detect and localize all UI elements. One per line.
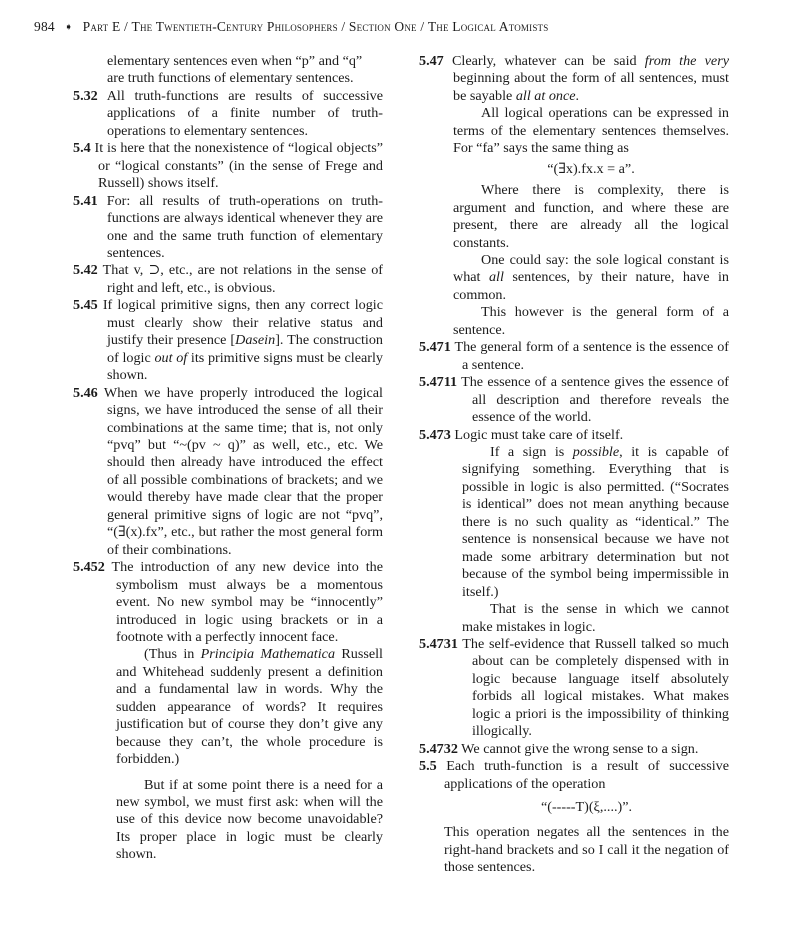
proposition-text: All truth-functions are results of successive applications of a finite number of truth-operations to elementary sentences. (106, 87, 383, 139)
proposition-text: The general form of a sentence is the essence of a sentence. (454, 339, 729, 373)
paragraph-text: This operation negates all the sentences in the right-hand brackets and so I call it the negation of those sentences. (444, 824, 729, 876)
proposition-text: Each truth-function is a result of successive applications of the operation (444, 758, 729, 792)
proposition-number: 5.4711 (419, 374, 458, 391)
italic-term: out of (154, 349, 188, 366)
proposition-text: If logical primitive signs, then any correct logic must clearly show their relative status and justify their presence [Dasein]. The construction of logic out of its primitive signs must be clearly shown. (102, 297, 383, 384)
header-separator: / (123, 19, 128, 34)
proposition-text: That v, ⊃, etc., are not relations in the sense of right and left, etc., is obvious. (102, 262, 383, 296)
proposition-5-473 (419, 427, 729, 444)
header-separator: / (420, 19, 425, 34)
proposition-text: For: all results of truth-operations on truth-functions are always identical whenever they are one and the same truth function of elementary sentences. (106, 192, 383, 261)
running-header (34, 17, 764, 39)
arrow-icon: ➧ (64, 22, 74, 33)
header-part: Part E (82, 19, 121, 34)
proposition-text: It is here that the nonexistence of “logical objects” or “logical constants” (in the sense of Frege and Russell) shows itself. (94, 140, 383, 192)
proposition-5-4732 (419, 741, 729, 758)
proposition-number: 5.473 (419, 426, 451, 443)
proposition-5-45 (73, 297, 383, 384)
proposition-text: Logic must take care of itself. (454, 426, 624, 443)
proposition-5-5 (419, 758, 729, 793)
proposition-5-452 (73, 559, 383, 646)
page-number: 984 (34, 19, 55, 34)
proposition-5-41 (73, 193, 383, 263)
proposition-text: We cannot give the wrong sense to a sign. (461, 740, 699, 757)
header-separator: / (341, 19, 346, 34)
proposition-number: 5.45 (73, 297, 98, 314)
paragraph-text: All logical operations can be expressed in terms of the elementary sentences themselves. For “fa” says the same thing as (453, 105, 729, 157)
header-chapter: The Logical Atomists (427, 19, 549, 34)
proposition-number: 5.4732 (419, 740, 458, 757)
paragraph-text: But if at some point there is a need for a new symbol, we must first ask: when will the use of this device now become unavoidable? Its proper place in logic must be clearly shown. (116, 776, 383, 863)
paragraph-text: This however is the general form of a sentence. (453, 304, 729, 338)
italic-term: from the very (644, 53, 729, 69)
italic-term: possible (572, 443, 620, 460)
italic-term: all at once (515, 87, 576, 104)
paragraph-text: Where there is complexity, there is argument and function, and where these are present, there are already all the logical constants. (453, 182, 729, 251)
proposition-text: The self-evidence that Russell talked so much about can be completely dispensed with in logic because language itself absolutely forbids all logical mistakes. What makes logic a priori is the impossibility of thinking illogically. (462, 635, 729, 740)
paragraph-text: That is the sense in which we cannot make mistakes in logic. (462, 601, 729, 635)
proposition-5-471 (419, 339, 729, 374)
proposition-number: 5.47 (419, 53, 444, 69)
proposition-number: 5.4731 (419, 635, 458, 652)
proposition-5-32 (73, 88, 383, 140)
proposition-paragraph: If a sign is possible, it is capable of signifying something. Everything that is possible in logic is also permitted. (“Socrates is identical” does not mean anything because there is no such quality as “identical.” The sentence is nonsensical because we have not made some arbitrary determination but not because of the symbol being impermissible in itself.) That is the sense in which we cannot make mistakes in logic. (462, 443, 729, 635)
proposition-5-4 (73, 140, 383, 192)
header-section: Section One (348, 19, 417, 34)
proposition-number: 5.41 (73, 192, 98, 209)
proposition-5-46 (73, 385, 383, 560)
italic-term: Dasein (235, 332, 276, 349)
proposition-paragraph (419, 799, 729, 877)
proposition-5-47 (419, 53, 729, 105)
proposition-paragraph: All logical operations can be expressed in terms of the elementary sentences themselves. For “fa” says the same thing as “(∃x).fx.x = a”. Where there is complexity, there is argument and function, and where these are present, there are already all the logical constants. One could say: the sole logical constant is what all sentences, by their nature, have in common. This however is the general form of a sentence. (453, 105, 729, 338)
proposition-number: 5.4 (73, 140, 91, 157)
text-line: elementary sentences even when “p” and “q” (107, 53, 363, 69)
left-column (73, 53, 383, 864)
proposition-text: The essence of a sentence gives the essence of all description and therefore reveals the essence of the world. (461, 374, 729, 426)
proposition-text: When we have properly introduced the logical signs, we have introduced the sense of all their combinations at the same time; that is, not only “pvq” but “~(pv ~ q)” as well, etc., etc. We should then already have introduced the effect of all possible combinations of brackets; and we would thereby have made clear that the proper general primitive signs of logic are not “pvq”, “(∃(x).fx”, etc., but rather the most general form of their combinations. (103, 384, 383, 558)
proposition-5-42 (73, 262, 383, 297)
proposition-number: 5.452 (73, 559, 105, 576)
text-line: are truth functions of elementary sentences. (107, 70, 354, 87)
continued-text (73, 53, 383, 88)
formula: “(-----T)(ξ,....)”. (540, 799, 633, 816)
proposition-5-4711 (419, 374, 729, 426)
right-column (419, 53, 729, 877)
proposition-paragraph: (Thus in Principia Mathematica Russell and Whitehead suddenly present a definition and a fundamental law in words. Why the sudden appearance of words? It requires justification but of course they don’t give any because they can’t, the whole procedure is forbidden.) But if at some point there is a need for a new symbol, we must first ask: when will the use of this device now become unavoidable? Its proper place in logic must be clearly shown. (116, 646, 383, 863)
proposition-5-4731 (419, 636, 729, 741)
proposition-number: 5.5 (419, 758, 437, 775)
formula: “(∃x).fx.x = a”. (547, 160, 635, 177)
proposition-number: 5.46 (73, 384, 98, 401)
proposition-text: The introduction of any new device into the symbolism must always be a momentous event. No new symbol may be “innocently” introduced in logic using brackets or in a footnote with a perfectly innocent face. (111, 559, 383, 645)
proposition-number: 5.42 (73, 262, 98, 279)
italic-title: Principia Mathematica (200, 646, 336, 663)
italic-term: all (488, 269, 504, 286)
header-book: The Twentieth-Century Philosophers (131, 19, 338, 34)
proposition-number: 5.471 (419, 339, 451, 356)
proposition-number: 5.32 (73, 87, 98, 104)
proposition-text: Clearly, whatever can be said from the very beginning about the form of all sentences, must be sayable all at once. (451, 53, 729, 104)
